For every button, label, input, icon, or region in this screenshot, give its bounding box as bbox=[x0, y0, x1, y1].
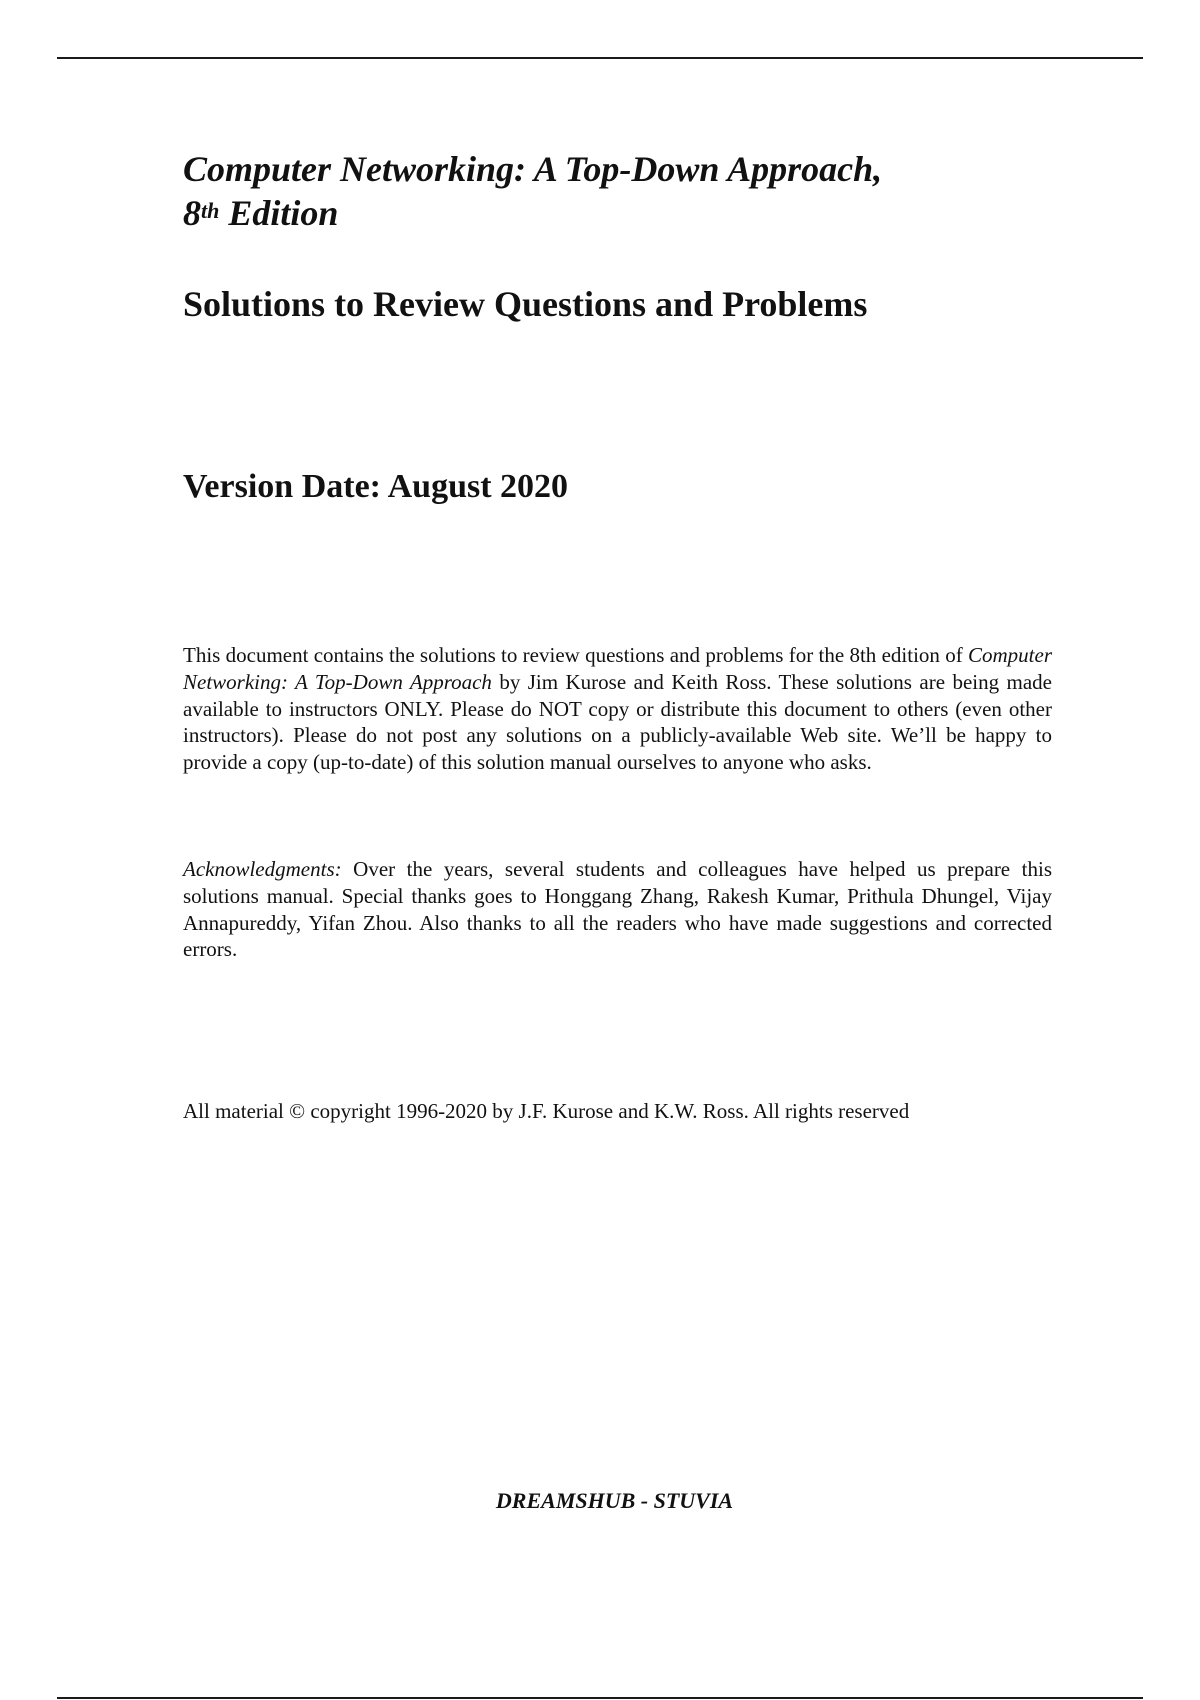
acknowledgments-label: Acknowledgments: bbox=[183, 857, 342, 881]
intro-paragraph bbox=[183, 642, 1052, 776]
book-title bbox=[183, 147, 1083, 235]
top-divider bbox=[57, 57, 1143, 59]
edition-word: Edition bbox=[219, 193, 339, 233]
copyright-notice: All material © copyright 1996-2020 by J.F. Kurose and K.W. Ross. All rights reserved bbox=[183, 1099, 910, 1123]
version-date: Version Date: August 2020 bbox=[183, 468, 569, 505]
intro-book-name: Computer Networking: A Top-Down Approach bbox=[183, 643, 1052, 694]
acknowledgments-paragraph bbox=[183, 856, 1052, 963]
acknowledgments-text: Over the years, several students and colleagues have helped us prepare this solutions manual. Special thanks goes to Honggang Zhang, Rakesh Kumar, Prithula Dhungel, Vijay Annapureddy, Yifan Zhou. Also thanks to all the readers who have made suggestions and corrected errors. bbox=[183, 857, 1052, 962]
footer-watermark: DREAMSHUB - STUVIA bbox=[495, 1488, 734, 1513]
bottom-divider bbox=[57, 1697, 1143, 1699]
edition-suffix: th bbox=[201, 198, 220, 223]
edition-number: 8 bbox=[183, 193, 201, 233]
intro-text-start: This document contains the solutions to review questions and problems for the 8th edition of bbox=[183, 643, 968, 667]
book-title-line1: Computer Networking: A Top-Down Approach, bbox=[183, 149, 883, 189]
document-subtitle: Solutions to Review Questions and Problems bbox=[183, 284, 868, 324]
intro-text-end: by Jim Kurose and Keith Ross. These solutions are being made available to instructors ONLY. Please do NOT copy or distribute this document to others (even other instructors). Please do not post any solutions on a publicly-available Web site. We’ll be happy to provide a copy (up-to-date) of this solution manual ourselves to anyone who asks. bbox=[183, 669, 1052, 775]
